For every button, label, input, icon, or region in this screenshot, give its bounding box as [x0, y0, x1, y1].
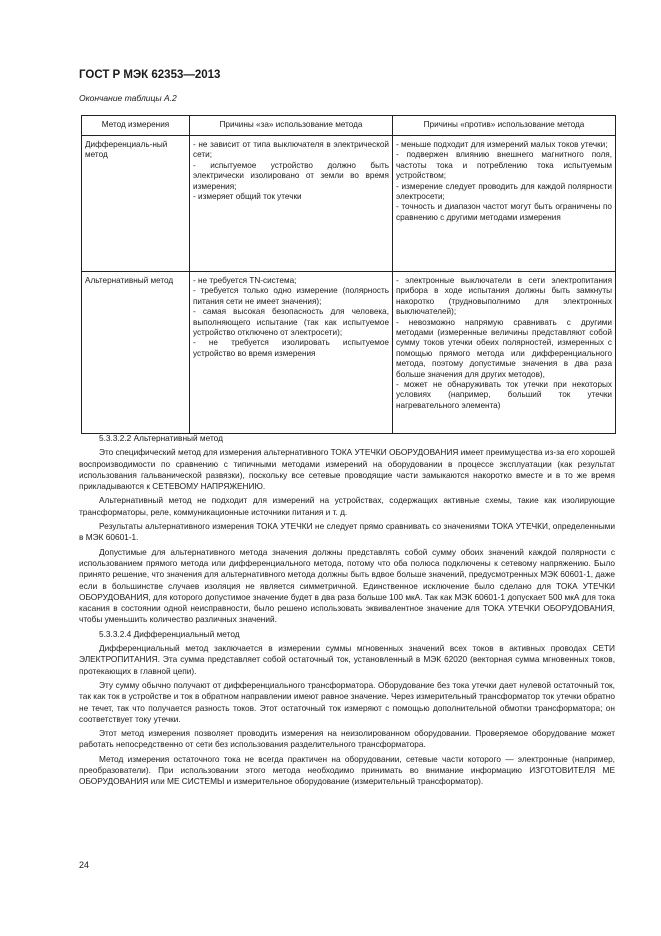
- page-number: 24: [79, 860, 90, 870]
- list-item: - меньше подходит для измерений малых токов утечки;: [396, 140, 608, 149]
- list-item: - невозможно напрямую сравнивать с другими методами (измеренные величины представляют собой сумму токов утечки обеих полярностей, измеренных с помощью прямого метода или дифференциального метода, поэтому допустимые значения в два раза больше значения для других методов),: [396, 317, 612, 379]
- list-item: - измерение следует проводить для каждой полярности электросети;: [396, 181, 612, 202]
- section-heading: 5.3.3.2.4 Дифференциальный метод: [99, 628, 240, 639]
- paragraph: Метод измерения остаточного тока не всегда практичен на оборудовании, сетевые части которого — электронные (например, преобразователи). При использовании этого метода необходимо принимать во внимание информацию ИЗГОТОВИТЕЛЯ МЕ ОБОРУДОВАНИЯ или МЕ СИСТЕМЫ и измерительное оборудование (измерительный трансформатор).: [79, 753, 615, 787]
- paragraph: Дифференциальный метод заключается в измерении суммы мгновенных значений всех токов в активных проводах СЕТИ ЭЛЕКТРОПИТАНИЯ. Эта сумма представляет собой остаточный ток, установленный в МЭК 62020 (векторная сумма мгновенных токов, протекающих в главной цепи).: [79, 643, 615, 676]
- comparison-table: [81, 115, 616, 434]
- document-body: [79, 433, 615, 788]
- column-header: Причины «против» использование метода: [393, 116, 616, 136]
- list-item: - самая высокая безопасность для человека, выполняющего испытание (так как испытуемое устройство отключено от электросети);: [193, 307, 389, 338]
- paragraph: Это специфический метод для измерения альтернативного ТОКА УТЕЧКИ ОБОРУДОВАНИЯ имеет преимущества из-за его хорошей воспроизводимости по сравнению с типичными методами измерений на оборудовании в процессе эксплуатации (как результат использования гальванической развязки), поскольку все сетевые проводящие части замыкаются накоротко вместе и в то же время прикладываются к СЕТЕВОМУ НАПРЯЖЕНИЮ.: [79, 447, 615, 492]
- table-row: [82, 272, 616, 434]
- method-cell: Альтернативный метод: [82, 272, 190, 434]
- section-heading: 5.3.3.2.2 Альтернативный метод: [99, 433, 223, 443]
- list-item: - точность и диапазон частот могут быть ограничены по сравнению с другими методами измерения: [396, 202, 612, 222]
- list-item: - измеряет общий ток утечки: [193, 192, 302, 202]
- document-header: ГОСТ Р МЭК 62353—2013: [79, 69, 221, 81]
- table-header-row: [82, 116, 616, 136]
- list-item: - не требуется изолировать испытуемое устройство во время измерения: [193, 338, 389, 358]
- cons-cell: [393, 272, 616, 434]
- paragraph: Этот метод измерения позволяет проводить измерения на неизолированном оборудовании. Проверяемое оборудование может работать непосредственно от сети без использования разделительного трансформатора.: [79, 728, 615, 750]
- paragraph: Результаты альтернативного измерения ТОКА УТЕЧКИ не следует прямо сравнивать со значениями ТОКА УТЕЧКИ, определенными в МЭК 60601-1.: [79, 521, 615, 543]
- paragraph: Альтернативный метод не подходит для измерений на устройствах, содержащих активные схемы, такие как изолирующие трансформаторы, реле, коммуникационные источники питания и т. д.: [79, 495, 615, 517]
- cons-cell: [393, 136, 616, 272]
- list-item: - испытуемое устройство должно быть электрически изолировано от земли во время измерения;: [193, 160, 389, 191]
- pros-cell: [190, 136, 393, 272]
- column-header: Метод измерения: [82, 116, 190, 136]
- list-item: - подвержен влиянию внешнего магнитного поля, частоты тока и потреблению тока испытуемым устройством;: [396, 150, 612, 181]
- column-header: Причины «за» использование метода: [190, 116, 393, 136]
- list-item: - может не обнаруживать ток утечки при некоторых условиях (например, больший ток утечки нагревательного элемента): [396, 380, 612, 410]
- table-row: [82, 136, 616, 272]
- list-item: - не требуется TN-система;: [193, 276, 297, 285]
- table-caption: Окончание таблицы А.2: [79, 93, 177, 103]
- paragraph: Допустимые для альтернативного метода значения должны представлять собой сумму обоих значений каждой полярности с использованием прямого метода или дифференциального метода, потому что оба полюса подключены к сетевому напряжению. Было принято решение, что значения для альтернативного метода должны быть вдвое больше значений, предусмотренных МЭК 60601-1, даже если в большинстве случаев изоляция не является симметричной. Единственное исключение было сделано для ТОКА УТЕЧКИ ОБОРУДОВАНИЯ, для которого допустимое значение будет в два раза больше 100 мкА. Так как МЭК 60601-1 допускает 500 мкА для тока касания в состоянии одной неисправности, было решено использовать эквивалентное значение для ТОКА УТЕЧКИ ОБОРУДОВАНИЯ, чтобы уменьшить количество различных значений.: [79, 546, 615, 625]
- list-item: - требуется только одно измерение (полярность питания сети не имеет значения);: [193, 286, 389, 306]
- list-item: - не зависит от типа выключателя в электрической сети;: [193, 140, 389, 160]
- pros-cell: [190, 272, 393, 434]
- list-item: - электронные выключатели в сети электропитания прибора в ходе испытания должны быть замкнуты накоротко (трудновыполнимо для электронных выключателей);: [396, 276, 612, 317]
- method-cell: Дифференциаль-ный метод: [82, 136, 190, 272]
- paragraph: Эту сумму обычно получают от дифференциального трансформатора. Оборудование без тока утечки дает нулевой остаточный ток, так как ток в устройстве и ток в обратном направлении имеют равное значение. Через измерительный трансформатор ток утечки обратно не течет, так что получается разность токов. Этот остаточный ток измеряют с помощью дополнительной обмотки трансформатора; он соответствует току утечки.: [79, 679, 615, 724]
